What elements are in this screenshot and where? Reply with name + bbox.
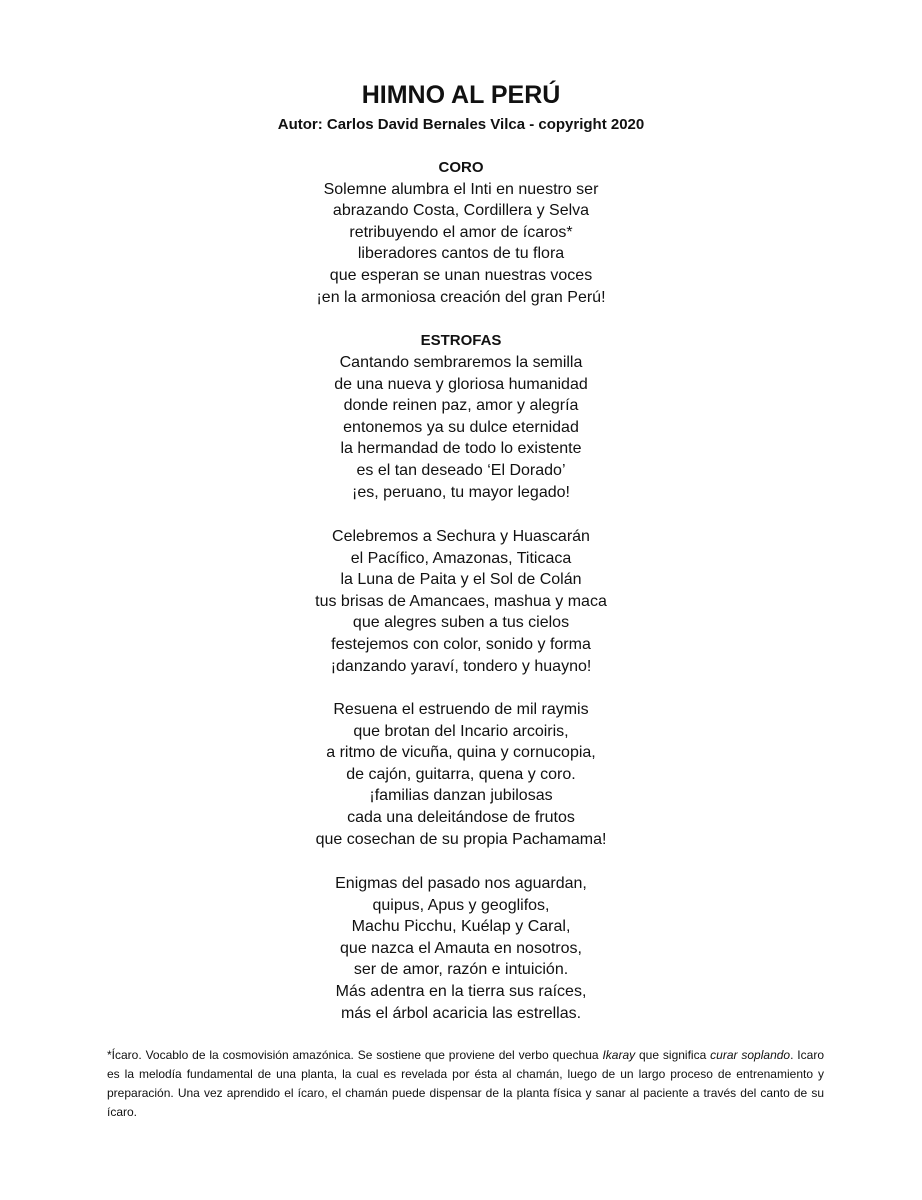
stanza-2 <box>0 526 922 677</box>
stanza-line: donde reinen paz, amor y alegría <box>343 397 579 415</box>
stanza-line: Machu Picchu, Kuélap y Caral, <box>351 918 571 936</box>
stanza-line: ¡familias danzan jubilosas <box>369 787 553 805</box>
stanza-line: la hermandad de todo lo existente <box>340 440 582 458</box>
stanza-line: ser de amor, razón e intuición. <box>353 961 569 979</box>
footnote-text: *Ícaro. Vocablo de la cosmovisión amazónica. Se sostiene que proviene del verbo quechua <box>107 1048 603 1062</box>
coro-line: ¡en la armoniosa creación del gran Perú! <box>316 288 606 306</box>
stanza-line: ¡danzando yaraví, tondero y huayno! <box>330 657 592 675</box>
estrofas-section <box>0 330 922 352</box>
coro-line: Solemne alumbra el Inti en nuestro ser <box>323 180 599 198</box>
stanza-line: más el árbol acaricia las estrellas. <box>340 1004 582 1022</box>
coro-line: que esperan se unan nuestras voces <box>329 266 593 284</box>
coro-section <box>0 157 922 308</box>
stanza-line: de cajón, guitarra, quena y coro. <box>346 765 576 783</box>
footnote-italic: Ikaray <box>602 1048 636 1062</box>
stanza-line: ¡es, peruano, tu mayor legado! <box>352 483 570 501</box>
stanza-line: entonemos ya su dulce eternidad <box>343 418 579 436</box>
stanza-line: la Luna de Paita y el Sol de Colán <box>340 571 582 589</box>
author-line: Autor: Carlos David Bernales Vilca - copyright 2020 <box>277 116 645 133</box>
stanza-line: Resuena el estruendo de mil raymis <box>333 701 589 718</box>
stanza-line: a ritmo de vicuña, quina y cornucopia, <box>326 744 596 762</box>
stanza-line: que brotan del Incario arcoiris, <box>353 722 569 740</box>
stanza-3 <box>0 699 922 850</box>
stanza-line: Cantando sembraremos la semilla <box>339 354 583 371</box>
footnote <box>107 1046 824 1122</box>
stanza-line: Enigmas del pasado nos aguardan, <box>335 875 587 892</box>
footnote-text: . Icaro es la melodía fundamental de una planta, la cual es revelada por ésta al chamán, luego de un largo proceso de entrenamiento y preparación. Una vez aprendido el ícaro, el chamán puede dispensar de la planta física y sanar al paciente a través del canto de su ícaro. <box>107 1048 824 1119</box>
stanza-line: que nazca el Amauta en nosotros, <box>340 939 582 957</box>
page-title: HIMNO AL PERÚ <box>361 81 561 109</box>
stanza-line: tus brisas de Amancaes, mashua y maca <box>315 592 607 610</box>
stanza-line: de una nueva y gloriosa humanidad <box>334 375 588 393</box>
stanza-line: Celebremos a Sechura y Huascarán <box>332 528 590 545</box>
coro-heading: CORO <box>438 159 484 176</box>
stanza-line: festejemos con color, sonido y forma <box>331 635 591 653</box>
stanza-line: que cosechan de su propia Pachamama! <box>315 830 607 848</box>
footnote-italic: curar soplando <box>710 1048 791 1062</box>
stanza-4 <box>0 873 922 1024</box>
stanza-line: que alegres suben a tus cielos <box>352 614 570 632</box>
coro-line: abrazando Costa, Cordillera y Selva <box>332 202 590 220</box>
footnote-text: que significa <box>635 1048 711 1062</box>
coro-line: retribuyendo el amor de ícaros* <box>349 223 573 241</box>
stanza-line: el Pacífico, Amazonas, Titicaca <box>350 549 572 567</box>
stanza-line: Más adentra en la tierra sus raíces, <box>335 982 587 1000</box>
stanza-line: quipus, Apus y geoglifos, <box>372 896 550 914</box>
estrofas-heading: ESTROFAS <box>420 332 502 349</box>
stanza-line: cada una deleitándose de frutos <box>347 808 575 826</box>
coro-line: liberadores cantos de tu flora <box>357 245 565 263</box>
stanza-1 <box>0 352 922 503</box>
stanza-line: es el tan deseado ‘El Dorado’ <box>356 461 566 479</box>
